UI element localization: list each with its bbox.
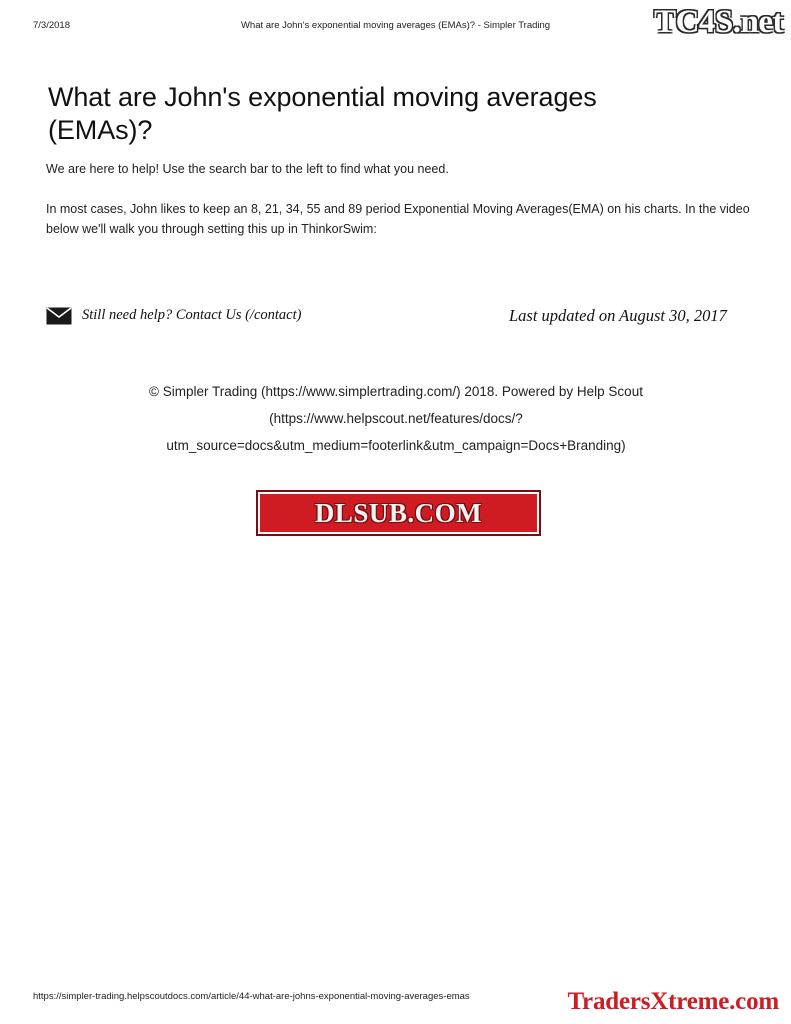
page-title: What are John's exponential moving averages (EMAs)?: [48, 82, 597, 146]
print-footer-url: https://simpler-trading.helpscoutdocs.com/article/44-what-are-johns-exponential-moving-averages-emas: [33, 991, 470, 1002]
watermark-tradersxtreme: TradersXtreme.com: [567, 988, 779, 1015]
watermark-dlsub-label: DLSUB.COM: [314, 497, 483, 528]
watermark-tc4s: TC4S.net: [654, 4, 783, 40]
contact-us-link[interactable]: Still need help? Contact Us (/contact): [82, 307, 302, 323]
watermark-dlsub: [258, 492, 539, 534]
article-body: In most cases, John likes to keep an 8, 21, 34, 55 and 89 period Exponential Moving Averages(EMA) on his charts. In the video below we'll walk you through setting this up in ThinkorSwim:: [46, 201, 750, 236]
envelope-icon: [46, 307, 72, 325]
last-updated-text: Last updated on August 30, 2017: [509, 306, 727, 325]
contact-row: [46, 305, 746, 331]
footer-credit: © Simpler Trading (https://www.simplertrading.com/) 2018. Powered by Help Scout (https://www.helpscout.net/features/docs/?utm_source=docs&utm_medium=footerlink&utm_campaign=Docs+Branding): [149, 384, 643, 453]
article-intro: We are here to help! Use the search bar to the left to find what you need.: [46, 161, 449, 176]
print-page-title: What are John's exponential moving averages (EMAs)? - Simpler Trading: [240, 20, 551, 31]
print-date: 7/3/2018: [33, 20, 70, 31]
